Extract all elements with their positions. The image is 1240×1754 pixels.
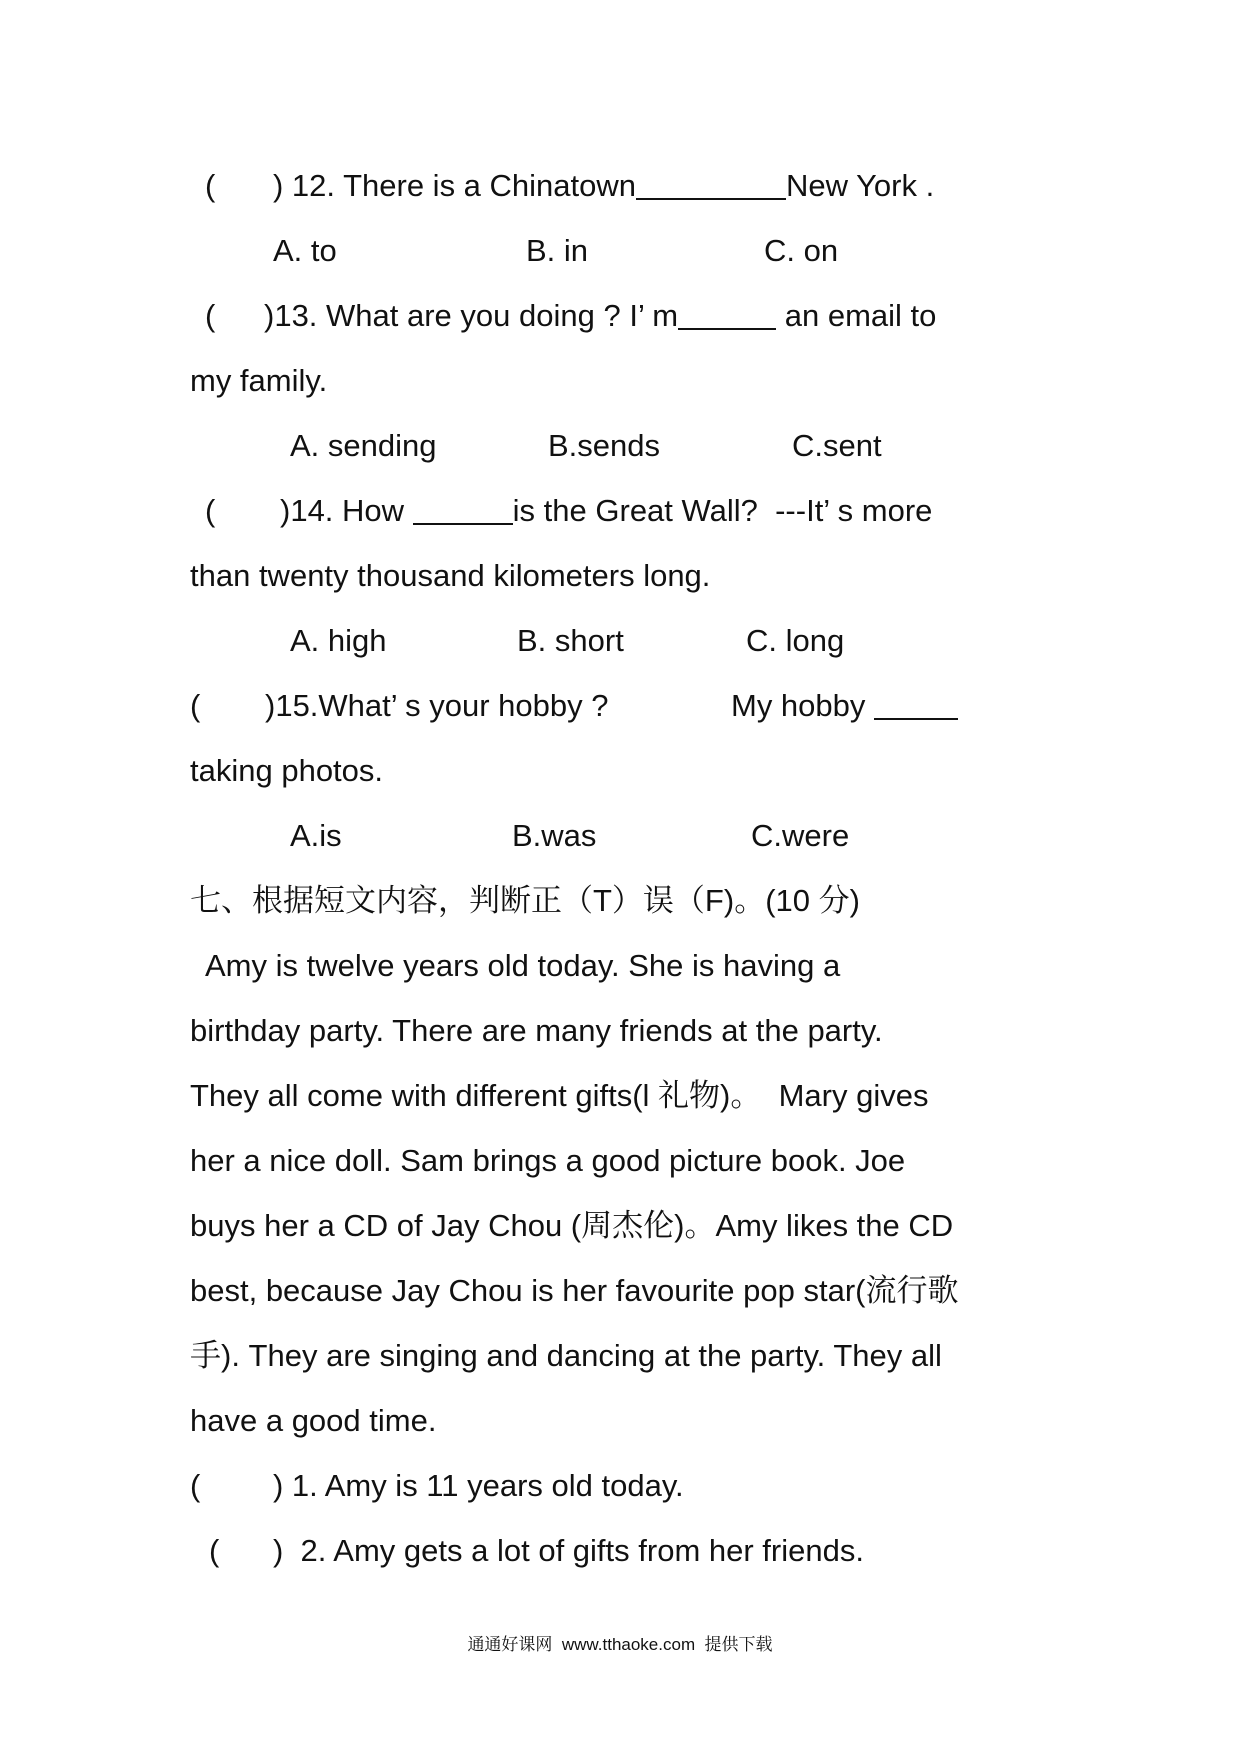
question-12 [0,153,1240,218]
section-heading-text: 七、根据短文内容，判断正（T）误（F)。(10 分) [190,883,860,918]
option-b: B. short [517,623,624,658]
stem-text: ) 12. There is a Chinatown [273,168,637,203]
answer-blank [636,168,786,200]
question-13-options [0,413,1240,478]
option-b: B. in [526,233,589,268]
question-stem [273,153,934,218]
passage-line [0,1258,1240,1323]
stem-text: )14. How [280,493,413,528]
passage-line [0,1323,1240,1388]
option-b: B.was [512,818,597,853]
answer-paren: ( [205,168,216,203]
statement-1 [0,1453,1240,1518]
question-stem [280,478,932,543]
stem-text-after: New York . [786,168,935,203]
passage-line [0,998,1240,1063]
answer-paren: ( [209,1533,220,1568]
option-c: C. on [764,233,839,268]
stem-text-after: is the Great Wall? ---It’ s more [512,493,933,528]
answer-paren: ( [205,298,216,333]
stem-text-after: My hobby [731,688,875,723]
answer-paren: ( [190,1468,201,1503]
statement-text: ) 2. Amy gets a lot of gifts from her friends. [273,1533,864,1568]
question-12-options [0,218,1240,283]
stem-continuation: taking photos. [190,753,384,788]
passage-text: best, because Jay Chou is her favourite pop star(流行歌 [190,1273,959,1308]
page-footer: 通通好课网 www.tthaoke.com 提供下载 [467,1635,773,1654]
question-stem-second-part [731,673,958,738]
passage-line [0,1388,1240,1453]
statement-text: ) 1. Amy is 11 years old today. [273,1468,684,1503]
option-a: A. high [290,623,387,658]
answer-paren: ( [190,688,201,723]
question-15-options [0,803,1240,868]
answer-blank [413,493,513,525]
answer-paren: ( [205,493,216,528]
passage-text: They all come with different gifts(l 礼物)。 Mary gives [190,1078,929,1113]
question-14 [0,478,1240,543]
question-15-continuation [0,738,1240,803]
section-heading [0,868,1240,933]
passage-text: birthday party. There are many friends at the party. [190,1013,883,1048]
option-c: C.were [751,818,850,853]
stem-continuation: my family. [190,363,328,398]
passage-line [0,933,1240,998]
passage-text: 手). They are singing and dancing at the party. They all [190,1338,942,1373]
answer-blank [874,688,958,720]
question-13 [0,283,1240,348]
passage-line [0,1193,1240,1258]
option-b: B.sends [548,428,661,463]
question-stem [264,283,936,348]
answer-blank [678,298,776,330]
statement-2 [0,1518,1240,1583]
question-14-options [0,608,1240,673]
passage-text: buys her a CD of Jay Chou (周杰伦)。Amy likes the CD [190,1208,954,1243]
passage-text: Amy is twelve years old today. She is having a [205,948,841,983]
option-a: A.is [290,818,342,853]
stem-text: )13. What are you doing ? I’ m [264,298,679,333]
stem-text-after: an email to [776,298,937,333]
passage-text: her a nice doll. Sam brings a good picture book. Joe [190,1143,906,1178]
passage-text: have a good time. [190,1403,437,1438]
question-13-continuation [0,348,1240,413]
option-c: C.sent [792,428,882,463]
passage-line [0,1128,1240,1193]
passage-line [0,1063,1240,1128]
stem-text: )15.What’ s your hobby ? [265,688,609,723]
stem-continuation: than twenty thousand kilometers long. [190,558,711,593]
option-c: C. long [746,623,845,658]
option-a: A. to [273,233,337,268]
question-14-continuation [0,543,1240,608]
question-15 [0,673,1240,738]
option-a: A. sending [290,428,437,463]
